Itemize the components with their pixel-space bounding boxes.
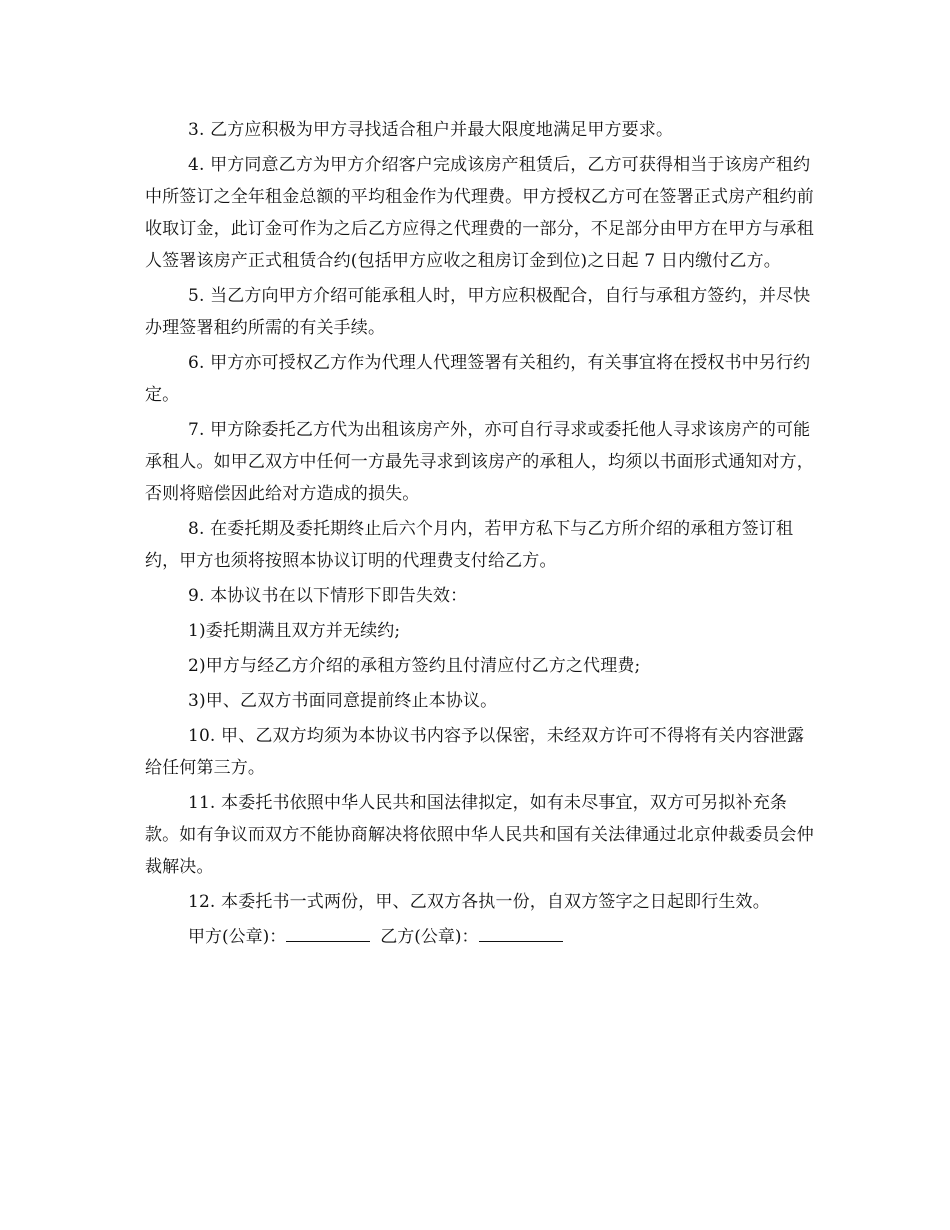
clause-7: 7. 甲方除委托乙方代为出租该房产外，亦可自行寻求或委托他人寻求该房产的可能承租人。如甲乙双方中任何一方最先寻求到该房产的承租人，均须以书面形式通知对方，否则将赔偿因此给对方造成的损失。 bbox=[145, 420, 814, 504]
clause-9-item-3: 3)甲、乙双方书面同意提前终止本协议。 bbox=[188, 691, 498, 711]
clause-8: 8. 在委托期及委托期终止后六个月内，若甲方私下与乙方所介绍的承租方签订租约，甲方也须将按照本协议订明的代理费支付给乙方。 bbox=[145, 519, 794, 571]
clause-3: 3. 乙方应积极为甲方寻找适合租户并最大限度地满足甲方要求。 bbox=[188, 120, 674, 140]
clause-9: 9. 本协议书在以下情形下即告失效： bbox=[188, 586, 468, 606]
clause-11: 11. 本委托书依照中华人民共和国法律拟定，如有未尽事宜，双方可另拟补充条款。如有争议而双方不能协商解决将依照中华人民共和国有关法律通过北京仲裁委员会仲裁解决。 bbox=[145, 793, 814, 877]
clause-10: 10. 甲、乙双方均须为本协议书内容予以保密，未经双方许可不得将有关内容泄露给任何第三方。 bbox=[145, 726, 805, 778]
clause-4: 4. 甲方同意乙方为甲方介绍客户完成该房产租赁后，乙方可获得相当于该房产租约中所签订之全年租金总额的平均租金作为代理费。甲方授权乙方可在签署正式房产租约前收取订金，此订金可作为之后乙方应得之代理费的一部分，不足部分由甲方在甲方与承租人签署该房产正式租赁合约(包括甲方应收之租房订金到位)之日起 7 日内缴付乙方。 bbox=[145, 155, 814, 271]
document-body bbox=[145, 114, 815, 953]
clause-9-item-2: 2)甲方与经乙方介绍的承租方签约且付清应付乙方之代理费; bbox=[188, 656, 641, 676]
party-a-seal-blank bbox=[286, 921, 370, 942]
signature-line bbox=[145, 921, 815, 953]
party-a-seal-label: 甲方(公章)： bbox=[188, 927, 287, 947]
clause-6: 6. 甲方亦可授权乙方作为代理人代理签署有关租约，有关事宜将在授权书中另行约定。 bbox=[145, 353, 811, 405]
clause-9-item-1: 1)委托期满且双方并无续约; bbox=[188, 621, 401, 641]
party-b-seal-blank bbox=[479, 921, 563, 942]
party-b-seal-label: 乙方(公章)： bbox=[380, 927, 479, 947]
clause-5: 5. 当乙方向甲方介绍可能承租人时，甲方应积极配合，自行与承租方签约，并尽快办理签署租约所需的有关手续。 bbox=[145, 286, 811, 338]
clause-12: 12. 本委托书一式两份，甲、乙双方各执一份，自双方签字之日起即行生效。 bbox=[188, 892, 770, 912]
